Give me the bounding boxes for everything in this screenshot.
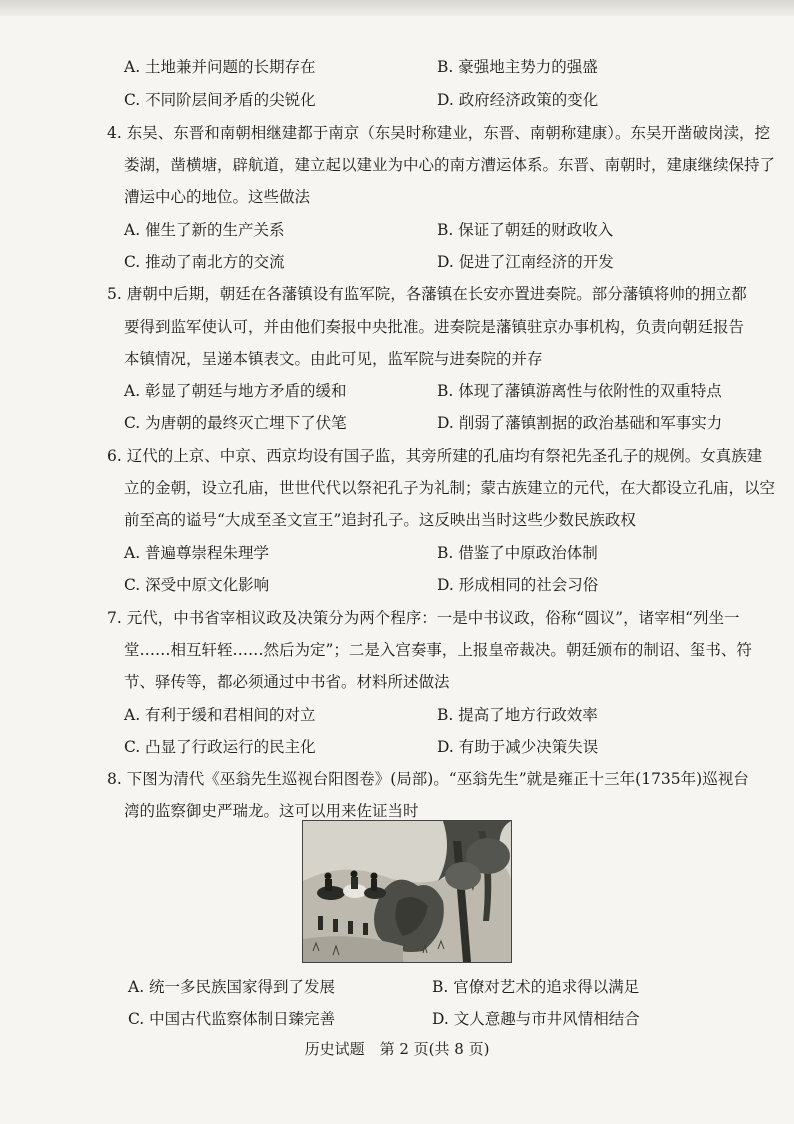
q8-stem-line-1: 8. 下图为清代《巫翁先生巡视台阳图卷》(局部)。“巫翁先生”就是雍正十三年(1735年)巡视台 xyxy=(107,770,749,788)
q4-option-b: B. 保证了朝廷的财政收入 xyxy=(437,221,614,239)
q4-option-d: D. 促进了江南经济的开发 xyxy=(437,253,614,271)
q8-option-d: D. 文人意趣与市井风情相结合 xyxy=(432,1010,640,1028)
q8-stem-line-2: 湾的监察御史严瑞龙。这可以用来佐证当时 xyxy=(124,802,419,820)
q5-stem-line-2: 要得到监军使认可，并由他们奏报中央批准。进奏院是藩镇驻京办事机构，负责向朝廷报告 xyxy=(124,318,745,336)
q5-stem-line-1: 5. 唐朝中后期，朝廷在各藩镇设有监军院，各藩镇在长安亦置进奏院。部分藩镇将帅的拥立都 xyxy=(107,285,747,303)
q8-option-b: B. 官僚对艺术的追求得以满足 xyxy=(432,978,640,996)
painting-scene-image xyxy=(303,821,511,962)
q7-option-b: B. 提高了地方行政效率 xyxy=(437,706,598,724)
q4-stem-line-3: 漕运中心的地位。这些做法 xyxy=(124,188,311,206)
q7-option-a: A. 有利于缓和君相间的对立 xyxy=(124,706,316,724)
q3-option-c: C. 不同阶层间矛盾的尖锐化 xyxy=(124,91,316,109)
q6-stem-line-1: 6. 辽代的上京、中京、西京均设有国子监，其旁所建的孔庙均有祭祀先圣孔子的规例。女真族建 xyxy=(107,447,763,465)
q7-option-d: D. 有助于减少决策失误 xyxy=(437,738,599,756)
q6-stem-line-2: 立的金朝，设立孔庙，世世代代以祭祀孔子为礼制；蒙古族建立的元代，在大都设立孔庙，以空 xyxy=(124,479,776,497)
q4-stem-line-2: 娄湖，凿横塘，辟航道，建立起以建业为中心的南方漕运体系。东晋、南朝时，建康继续保持了 xyxy=(124,156,776,174)
q5-stem-line-3: 本镇情况，呈递本镇表文。由此可见，监军院与进奏院的并存 xyxy=(124,350,543,368)
q6-option-b: B. 借鉴了中原政治体制 xyxy=(437,544,598,562)
q8-option-c: C. 中国古代监察体制日臻完善 xyxy=(128,1010,336,1028)
q6-option-a: A. 普遍尊崇程朱理学 xyxy=(124,544,270,562)
painting-illustration xyxy=(302,820,512,963)
q4-option-a: A. 催生了新的生产关系 xyxy=(124,221,285,239)
q5-option-b: B. 体现了藩镇游离性与依附性的双重特点 xyxy=(437,382,722,400)
q5-option-a: A. 彰显了朝廷与地方矛盾的缓和 xyxy=(124,382,347,400)
q7-option-c: C. 凸显了行政运行的民主化 xyxy=(124,738,316,756)
q7-stem-line-3: 节、驿传等，都必须通过中书省。材料所述做法 xyxy=(124,673,450,691)
page-footer: 历史试题 第 2 页(共 8 页) xyxy=(304,1040,490,1058)
q6-option-c: C. 深受中原文化影响 xyxy=(124,576,270,594)
q4-stem-line-1: 4. 东吴、东晋和南朝相继建都于南京（东吴时称建业，东晋、南朝称建康）。东吴开凿破岗渎，挖 xyxy=(107,124,770,142)
q7-stem-line-1: 7. 元代，中书省宰相议政及决策分为两个程序：一是中书议政，俗称“圆议”，诸宰相“列坐一 xyxy=(107,609,740,627)
q5-option-d: D. 削弱了藩镇割据的政治基础和军事实力 xyxy=(437,414,723,432)
q5-option-c: C. 为唐朝的最终灭亡埋下了伏笔 xyxy=(124,414,347,432)
q4-option-c: C. 推动了南北方的交流 xyxy=(124,253,285,271)
q3-option-a: A. 土地兼并问题的长期存在 xyxy=(124,58,316,76)
q3-option-d: D. 政府经济政策的变化 xyxy=(437,91,599,109)
q7-stem-line-2: 堂……相互轩轾……然后为定”；二是入宫奏事，上报皇帝裁决。朝廷颁布的制诏、玺书、符 xyxy=(124,641,752,659)
q6-stem-line-3: 前至高的谥号“大成至圣文宣王”追封孔子。这反映出当时这些少数民族政权 xyxy=(124,511,636,529)
scan-top-edge xyxy=(0,0,794,16)
q8-option-a: A. 统一多民族国家得到了发展 xyxy=(128,978,336,996)
q6-option-d: D. 形成相同的社会习俗 xyxy=(437,576,599,594)
q3-option-b: B. 豪强地主势力的强盛 xyxy=(437,58,598,76)
